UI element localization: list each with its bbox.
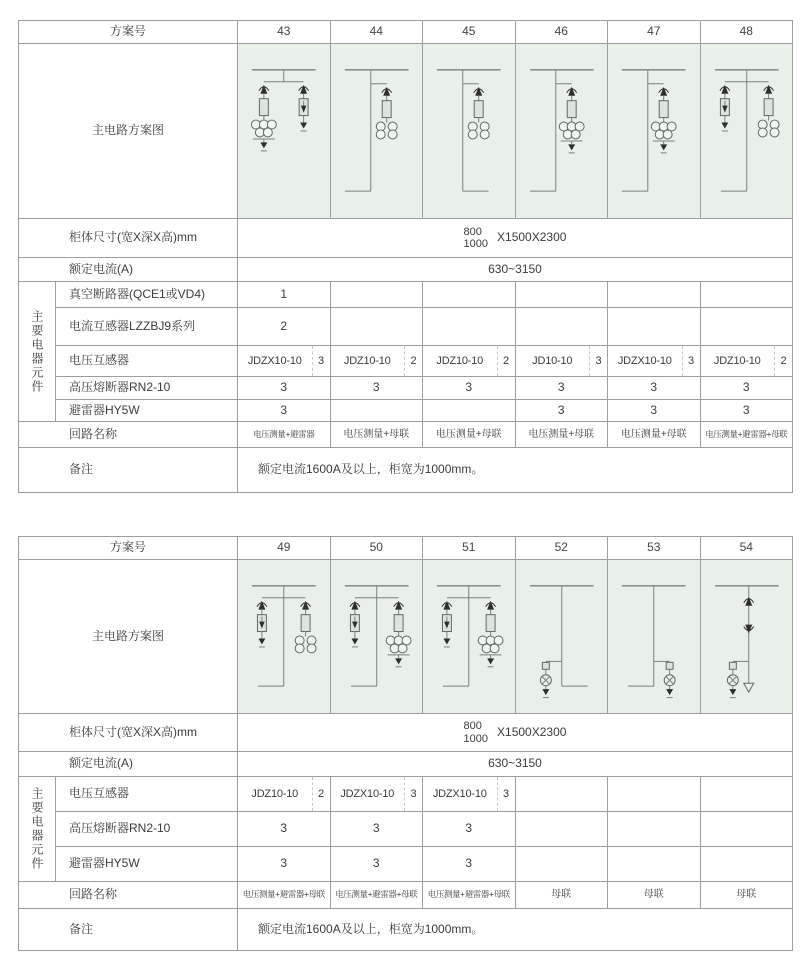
cabinet-size-label: 柜体尺寸(宽X深X高)mm — [19, 219, 238, 258]
single-line-diagram-44 — [331, 44, 423, 218]
circuit-diagram-cell-51 — [423, 560, 516, 714]
vt-cell-44 — [331, 346, 424, 377]
circuit-name-53: 母联 — [608, 882, 701, 909]
circuit-name-45: 电压测量+母联 — [423, 422, 516, 448]
scheme-no-label: 方案号 — [19, 21, 238, 44]
circuit-name-47: 电压测量+母联 — [608, 422, 701, 448]
arrester-qty-54 — [701, 847, 794, 882]
circuit-name-label: 回路名称 — [19, 422, 238, 448]
remark-label: 备注 — [19, 909, 238, 951]
diagram-row-label: 主电路方案图 — [19, 560, 238, 714]
circuit-name-51: 电压测量+避雷器+母联 — [423, 882, 516, 909]
vt-cell-46 — [516, 346, 609, 377]
scheme-number-46: 46 — [516, 21, 609, 44]
single-line-diagram-54 — [701, 560, 793, 713]
vt-label: 电压互感器 — [56, 346, 238, 377]
single-line-diagram-49 — [238, 560, 330, 713]
vt-cell-54 — [701, 777, 794, 812]
circuit-name-54: 母联 — [701, 882, 794, 909]
vt-qty: 2 — [774, 346, 792, 376]
cabinet-width-800: 800 — [463, 720, 482, 733]
circuit-diagram-cell-47 — [608, 44, 701, 219]
ct-qty-43: 2 — [238, 308, 331, 346]
arrester-qty-52 — [516, 847, 609, 882]
scheme-number-49: 49 — [238, 537, 331, 560]
rated-current-label: 额定电流(A) — [19, 258, 238, 282]
vt-cell-43 — [238, 346, 331, 377]
circuit-name-44: 电压测量+母联 — [331, 422, 424, 448]
breaker-qty-45 — [423, 282, 516, 308]
scheme-number-53: 53 — [608, 537, 701, 560]
arrester-qty-53 — [608, 847, 701, 882]
vt-type: JDZX10-10 — [340, 787, 395, 800]
scheme-number-54: 54 — [701, 537, 794, 560]
circuit-name-49: 电压测量+避雷器+母联 — [238, 882, 331, 909]
circuit-name-48: 电压测量+避雷器+母联 — [701, 422, 794, 448]
breaker-qty-43: 1 — [238, 282, 331, 308]
vt-cell-52 — [516, 777, 609, 812]
circuit-diagram-cell-44 — [331, 44, 424, 219]
vt-type: JDZ10-10 — [343, 354, 391, 367]
fuse-qty-53 — [608, 812, 701, 847]
vt-type: JDZX10-10 — [432, 787, 487, 800]
circuit-name-52: 母联 — [516, 882, 609, 909]
rated-current-value: 630~3150 — [238, 752, 793, 777]
scheme-number-48: 48 — [701, 21, 794, 44]
scheme-number-43: 43 — [238, 21, 331, 44]
vt-qty: 3 — [404, 777, 422, 811]
ct-qty-46 — [516, 308, 609, 346]
remark-text: 额定电流1600A及以上，柜宽为1000mm。 — [238, 909, 793, 951]
arrester-qty-45 — [423, 400, 516, 422]
ct-qty-48 — [701, 308, 794, 346]
cabinet-width-1000: 1000 — [463, 238, 489, 250]
remark-label: 备注 — [19, 448, 238, 493]
fuse-qty-52 — [516, 812, 609, 847]
single-line-diagram-53 — [608, 560, 700, 713]
arrester-qty-51: 3 — [423, 847, 516, 882]
breaker-label: 真空断路器(QCE1或VD4) — [56, 282, 238, 308]
vt-qty: 3 — [682, 346, 700, 376]
single-line-diagram-46 — [516, 44, 608, 218]
single-line-diagram-47 — [608, 44, 700, 218]
fuse-qty-51: 3 — [423, 812, 516, 847]
circuit-diagram-cell-50 — [331, 560, 424, 714]
arrester-label: 避雷器HY5W — [56, 400, 238, 422]
vt-type: JDZ10-10 — [251, 787, 299, 800]
arrester-qty-48: 3 — [701, 400, 794, 422]
circuit-diagram-cell-45 — [423, 44, 516, 219]
vt-qty: 2 — [312, 777, 330, 811]
fuse-qty-44: 3 — [331, 377, 424, 400]
breaker-qty-48 — [701, 282, 794, 308]
fuse-qty-50: 3 — [331, 812, 424, 847]
arrester-qty-49: 3 — [238, 847, 331, 882]
circuit-name-label: 回路名称 — [19, 882, 238, 909]
cabinet-width-800: 800 — [463, 225, 482, 238]
vt-qty: 3 — [312, 346, 330, 376]
rated-current-label: 额定电流(A) — [19, 752, 238, 777]
circuit-diagram-cell-43 — [238, 44, 331, 219]
vt-label: 电压互感器 — [56, 777, 238, 812]
breaker-qty-46 — [516, 282, 609, 308]
single-line-diagram-43 — [238, 44, 330, 218]
fuse-qty-48: 3 — [701, 377, 794, 400]
components-group-label — [19, 282, 56, 422]
vt-cell-47 — [608, 346, 701, 377]
vt-qty: 3 — [497, 777, 515, 811]
vt-cell-53 — [608, 777, 701, 812]
single-line-diagram-48 — [701, 44, 793, 218]
fuse-qty-54 — [701, 812, 794, 847]
arrester-label: 避雷器HY5W — [56, 847, 238, 882]
single-line-diagram-50 — [331, 560, 423, 713]
fuse-qty-43: 3 — [238, 377, 331, 400]
arrester-qty-44 — [331, 400, 424, 422]
cabinet-width-options — [464, 226, 488, 250]
circuit-diagram-cell-48 — [701, 44, 794, 219]
circuit-diagram-cell-49 — [238, 560, 331, 714]
vt-type: JDZ10-10 — [436, 354, 484, 367]
scheme-table-43-48 — [18, 20, 793, 493]
arrester-qty-47: 3 — [608, 400, 701, 422]
vt-cell-51 — [423, 777, 516, 812]
vt-cell-48 — [701, 346, 794, 377]
ct-label: 电流互感器LZZBJ9系列 — [56, 308, 238, 346]
scheme-number-52: 52 — [516, 537, 609, 560]
cabinet-size-label: 柜体尺寸(宽X深X高)mm — [19, 714, 238, 752]
scheme-table-49-54 — [18, 536, 793, 951]
ct-qty-44 — [331, 308, 424, 346]
fuse-qty-49: 3 — [238, 812, 331, 847]
remark-text: 额定电流1600A及以上，柜宽为1000mm。 — [238, 448, 793, 493]
circuit-name-50: 电压测量+避雷器+母联 — [331, 882, 424, 909]
cabinet-width-1000: 1000 — [463, 732, 489, 745]
diagram-row-label: 主电路方案图 — [19, 44, 238, 219]
cabinet-depth-height: X1500X2300 — [497, 230, 567, 245]
vt-qty: 2 — [497, 346, 515, 376]
scheme-number-45: 45 — [423, 21, 516, 44]
scheme-number-44: 44 — [331, 21, 424, 44]
breaker-qty-47 — [608, 282, 701, 308]
single-line-diagram-51 — [423, 560, 515, 713]
fuse-label: 高压熔断器RN2-10 — [56, 812, 238, 847]
circuit-name-43: 电压测量+避雷器 — [238, 422, 331, 448]
vt-type: JDZ10-10 — [713, 354, 761, 367]
vt-type: JD10-10 — [532, 354, 573, 367]
breaker-qty-44 — [331, 282, 424, 308]
fuse-qty-45: 3 — [423, 377, 516, 400]
arrester-qty-43: 3 — [238, 400, 331, 422]
single-line-diagram-52 — [516, 560, 608, 713]
circuit-diagram-cell-54 — [701, 560, 794, 714]
circuit-diagram-cell-53 — [608, 560, 701, 714]
scheme-no-label: 方案号 — [19, 537, 238, 560]
vt-cell-45 — [423, 346, 516, 377]
fuse-label: 高压熔断器RN2-10 — [56, 377, 238, 400]
cabinet-size-value — [238, 219, 793, 258]
vt-qty: 2 — [404, 346, 422, 376]
ct-qty-47 — [608, 308, 701, 346]
vt-cell-50 — [331, 777, 424, 812]
circuit-name-46: 电压测量+母联 — [516, 422, 609, 448]
scheme-number-51: 51 — [423, 537, 516, 560]
circuit-diagram-cell-52 — [516, 560, 609, 714]
cabinet-depth-height: X1500X2300 — [497, 724, 567, 739]
cabinet-width-options — [464, 720, 488, 744]
components-group-label — [19, 777, 56, 882]
rated-current-value: 630~3150 — [238, 258, 793, 282]
fuse-qty-46: 3 — [516, 377, 609, 400]
components-group-text: 主要电器元件 — [30, 309, 44, 394]
arrester-qty-50: 3 — [331, 847, 424, 882]
ct-qty-45 — [423, 308, 516, 346]
fuse-qty-47: 3 — [608, 377, 701, 400]
circuit-diagram-cell-46 — [516, 44, 609, 219]
vt-cell-49 — [238, 777, 331, 812]
vt-type: JDZX10-10 — [247, 354, 302, 367]
single-line-diagram-45 — [423, 44, 515, 218]
components-group-text: 主要电器元件 — [30, 787, 44, 871]
scheme-number-47: 47 — [608, 21, 701, 44]
vt-qty: 3 — [589, 346, 607, 376]
cabinet-size-value — [238, 714, 793, 752]
scheme-number-50: 50 — [331, 537, 424, 560]
arrester-qty-46: 3 — [516, 400, 609, 422]
vt-type: JDZX10-10 — [617, 354, 672, 367]
